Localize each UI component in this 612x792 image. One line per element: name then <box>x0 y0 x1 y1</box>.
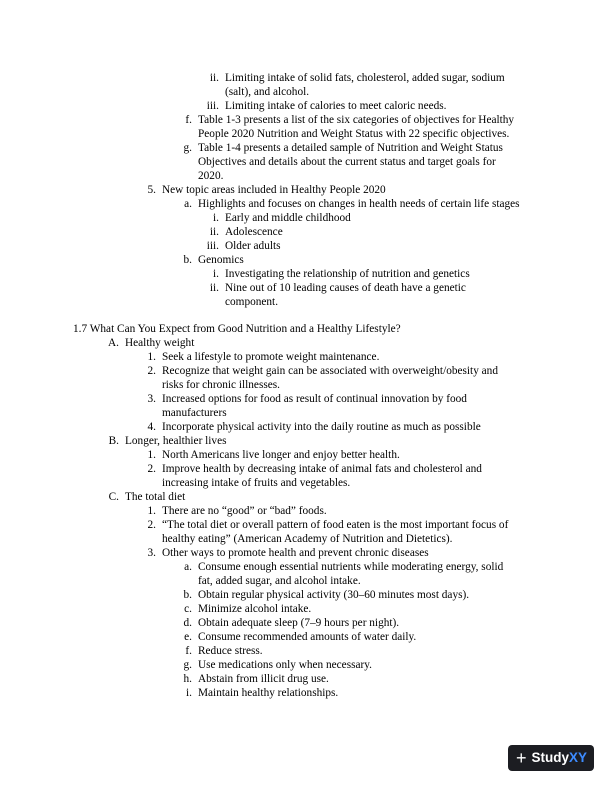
list-item <box>170 631 538 645</box>
list-item-text: Minimize alcohol intake. <box>198 603 312 615</box>
list-item-text: New topic areas included in Healthy People 2020 <box>162 184 386 196</box>
list-item <box>170 142 548 184</box>
list-item-text: Healthy weight <box>125 337 195 349</box>
list-item-text: Limiting intake of calories to meet caloric needs. <box>225 100 447 112</box>
list-item <box>134 463 547 491</box>
list-item <box>134 184 522 198</box>
list-item <box>97 435 525 449</box>
list-item <box>134 365 547 393</box>
list-marker: iii. <box>206 240 219 252</box>
list-item-text: Consume recommended amounts of water daily. <box>198 631 417 643</box>
list-item-text: Improve health by decreasing intake of animal fats and cholesterol and increasing intake of fruits and vegetables. <box>162 463 482 489</box>
list-item <box>170 198 558 212</box>
list-marker: b. <box>183 254 192 266</box>
list-item-text: Early and middle childhood <box>225 212 351 224</box>
list-item <box>170 659 538 673</box>
list-item <box>134 505 547 519</box>
plus-icon: + <box>516 748 527 768</box>
list-marker: f. <box>185 645 192 657</box>
studyxy-badge[interactable] <box>508 745 594 771</box>
list-marker: 2. <box>147 463 156 475</box>
list-marker: i. <box>213 212 219 224</box>
list-marker: c. <box>184 603 192 615</box>
list-item-text: There are no “good” or “bad” foods. <box>162 505 327 517</box>
list-item-text: Limiting intake of solid fats, cholesterol, added sugar, sodium (salt), and alcohol. <box>225 72 505 98</box>
list-marker: ii. <box>209 282 219 294</box>
list-item <box>170 603 538 617</box>
list-item <box>97 337 525 351</box>
list-item <box>170 114 548 142</box>
list-marker: g. <box>183 659 192 671</box>
list-item-text: Recognize that weight gain can be associated with overweight/obesity and risks for chronic illnesses. <box>162 365 498 391</box>
list-item-text: Incorporate physical activity into the daily routine as much as possible <box>162 421 481 433</box>
list-item <box>195 226 545 240</box>
list-marker: i. <box>213 268 219 280</box>
list-item <box>170 254 558 268</box>
list-marker: 2. <box>147 519 156 531</box>
list-item-text: Genomics <box>198 254 244 266</box>
list-marker: 2. <box>147 365 156 377</box>
list-item-text: Increased options for food as result of continual innovation by food manufacturers <box>162 393 467 419</box>
list-marker: a. <box>184 561 192 573</box>
list-marker: C. <box>108 491 119 503</box>
list-marker: A. <box>108 337 119 349</box>
list-item-text: Other ways to promote health and prevent chronic diseases <box>162 547 429 559</box>
list-item <box>134 547 547 561</box>
list-marker: ii. <box>209 72 219 84</box>
list-item-text: North Americans live longer and enjoy better health. <box>162 449 400 461</box>
list-marker: 3. <box>147 547 156 559</box>
list-item <box>195 100 545 114</box>
list-marker: d. <box>183 617 192 629</box>
list-marker: B. <box>108 435 119 447</box>
brand-name: Study <box>531 750 570 766</box>
list-item <box>134 421 547 435</box>
list-item <box>170 561 538 589</box>
list-item-text: The total diet <box>125 491 186 503</box>
list-item-text: Table 1-4 presents a detailed sample of Nutrition and Weight Status Objectives and details about the current status and target goals for 2020. <box>198 142 503 182</box>
list-item <box>195 268 545 282</box>
list-marker: b. <box>183 589 192 601</box>
list-marker: e. <box>184 631 192 643</box>
list-marker: ii. <box>209 226 219 238</box>
list-item-text: Consume enough essential nutrients while moderating energy, solid fat, added sugar, and alcohol intake. <box>198 561 504 587</box>
list-item-text: Longer, healthier lives <box>125 435 227 447</box>
list-item-text: Abstain from illicit drug use. <box>198 673 329 685</box>
section-heading: 1.7 What Can You Expect from Good Nutrition and a Healthy Lifestyle? <box>73 323 401 335</box>
list-item-text: Nine out of 10 leading causes of death have a genetic component. <box>225 282 466 308</box>
list-marker: a. <box>184 198 192 210</box>
brand-accent: XY <box>569 750 588 766</box>
list-item <box>170 589 538 603</box>
list-item <box>134 393 547 421</box>
list-item <box>195 240 545 254</box>
list-marker: 5. <box>147 184 156 196</box>
list-marker: iii. <box>206 100 219 112</box>
list-item <box>195 282 545 310</box>
list-marker: g. <box>183 142 192 154</box>
list-item-text: Use medications only when necessary. <box>198 659 373 671</box>
list-item <box>97 491 525 505</box>
list-item-text: Investigating the relationship of nutrition and genetics <box>225 268 470 280</box>
list-item-text: Seek a lifestyle to promote weight maintenance. <box>162 351 380 363</box>
list-marker: 4. <box>147 421 156 433</box>
list-item-text: Maintain healthy relationships. <box>198 687 339 699</box>
list-item-text: Highlights and focuses on changes in health needs of certain life stages <box>198 198 520 210</box>
list-item <box>170 673 538 687</box>
list-item-text: Adolescence <box>225 226 283 238</box>
list-item-text: Table 1-3 presents a list of the six categories of objectives for Healthy People 2020 Nutrition and Weight Status with 22 specific objectives. <box>198 114 515 140</box>
list-marker: 1. <box>147 351 156 363</box>
list-item-text: Reduce stress. <box>198 645 263 657</box>
list-item <box>134 449 547 463</box>
list-item <box>170 687 538 701</box>
list-item-text: “The total diet or overall pattern of food eaten is the most important focus of healthy eating” (American Academy of Nutrition and Dietetics). <box>162 519 509 545</box>
list-item <box>170 645 538 659</box>
list-marker: 1. <box>147 505 156 517</box>
list-marker: 1. <box>147 449 156 461</box>
list-marker: f. <box>185 114 192 126</box>
list-item <box>195 72 545 100</box>
list-marker: h. <box>183 673 192 685</box>
list-marker: i. <box>186 687 192 699</box>
list-item-text: Obtain adequate sleep (7–9 hours per night). <box>198 617 400 629</box>
list-item <box>134 351 542 365</box>
list-marker: 3. <box>147 393 156 405</box>
list-item-text: Older adults <box>225 240 281 252</box>
list-item <box>170 617 538 631</box>
list-item-text: Obtain regular physical activity (30–60 minutes most days). <box>198 589 470 601</box>
list-item <box>134 519 562 547</box>
list-item <box>195 212 545 226</box>
